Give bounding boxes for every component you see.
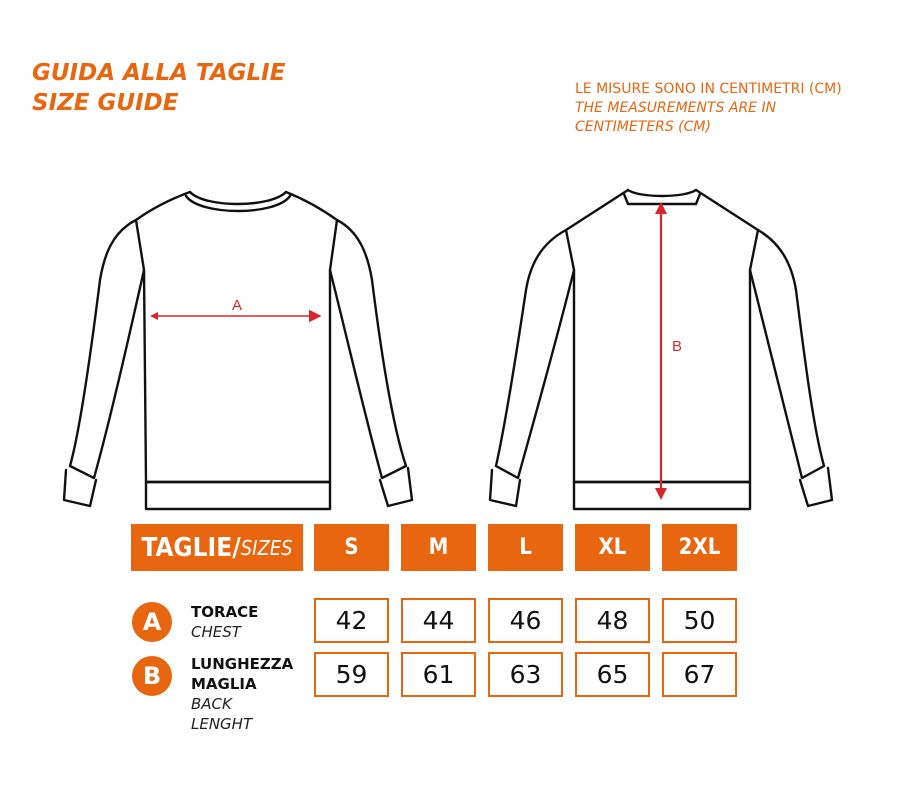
length-value-l: 63 (488, 652, 563, 697)
sweater-front (64, 192, 412, 509)
size-header-l: L (488, 524, 563, 571)
title-italian: GUIDA ALLA TAGLIE (32, 60, 286, 86)
size-header-s: S (314, 524, 389, 571)
row-a-label-english: CHEST (191, 623, 241, 641)
label-a: A (232, 297, 243, 314)
note-english: THE MEASUREMENTS ARE IN CENTIMETERS (CM) (575, 100, 777, 135)
size-header-2xl: 2XL (662, 524, 737, 571)
length-measure-arrow (655, 202, 667, 500)
page-title (32, 58, 285, 118)
sizes-header-italian: TAGLIE/ (141, 532, 241, 563)
chest-value-xl: 48 (575, 598, 650, 643)
size-header-m: M (401, 524, 476, 571)
size-header-xl: XL (575, 524, 650, 571)
length-value-xl: 65 (575, 652, 650, 697)
chest-value-s: 42 (314, 598, 389, 643)
row-b-label-english-2: LENGHT (191, 715, 253, 733)
chest-value-m: 44 (401, 598, 476, 643)
sizes-header (131, 524, 303, 571)
title-english: SIZE GUIDE (32, 90, 179, 116)
sizes-header-english: SIZES (240, 535, 293, 560)
note-italian: LE MISURE SONO IN CENTIMETRI (CM) (575, 81, 842, 97)
length-value-s: 59 (314, 652, 389, 697)
row-b-label (191, 654, 293, 734)
measurement-note (575, 80, 855, 137)
chest-value-l: 46 (488, 598, 563, 643)
row-b-label-italian-2: MAGLIA (191, 675, 257, 693)
chest-value-2xl: 50 (662, 598, 737, 643)
label-b: B (672, 338, 683, 355)
row-a-badge: A (132, 602, 172, 642)
sweater-diagram (0, 170, 900, 515)
row-b-label-english-1: BACK (191, 695, 232, 713)
length-value-2xl: 67 (662, 652, 737, 697)
row-b-label-italian-1: LUNGHEZZA (191, 655, 294, 673)
length-value-m: 61 (401, 652, 476, 697)
row-b-badge: B (132, 656, 172, 696)
row-a-label (191, 602, 258, 642)
row-a-label-italian: TORACE (191, 603, 259, 621)
